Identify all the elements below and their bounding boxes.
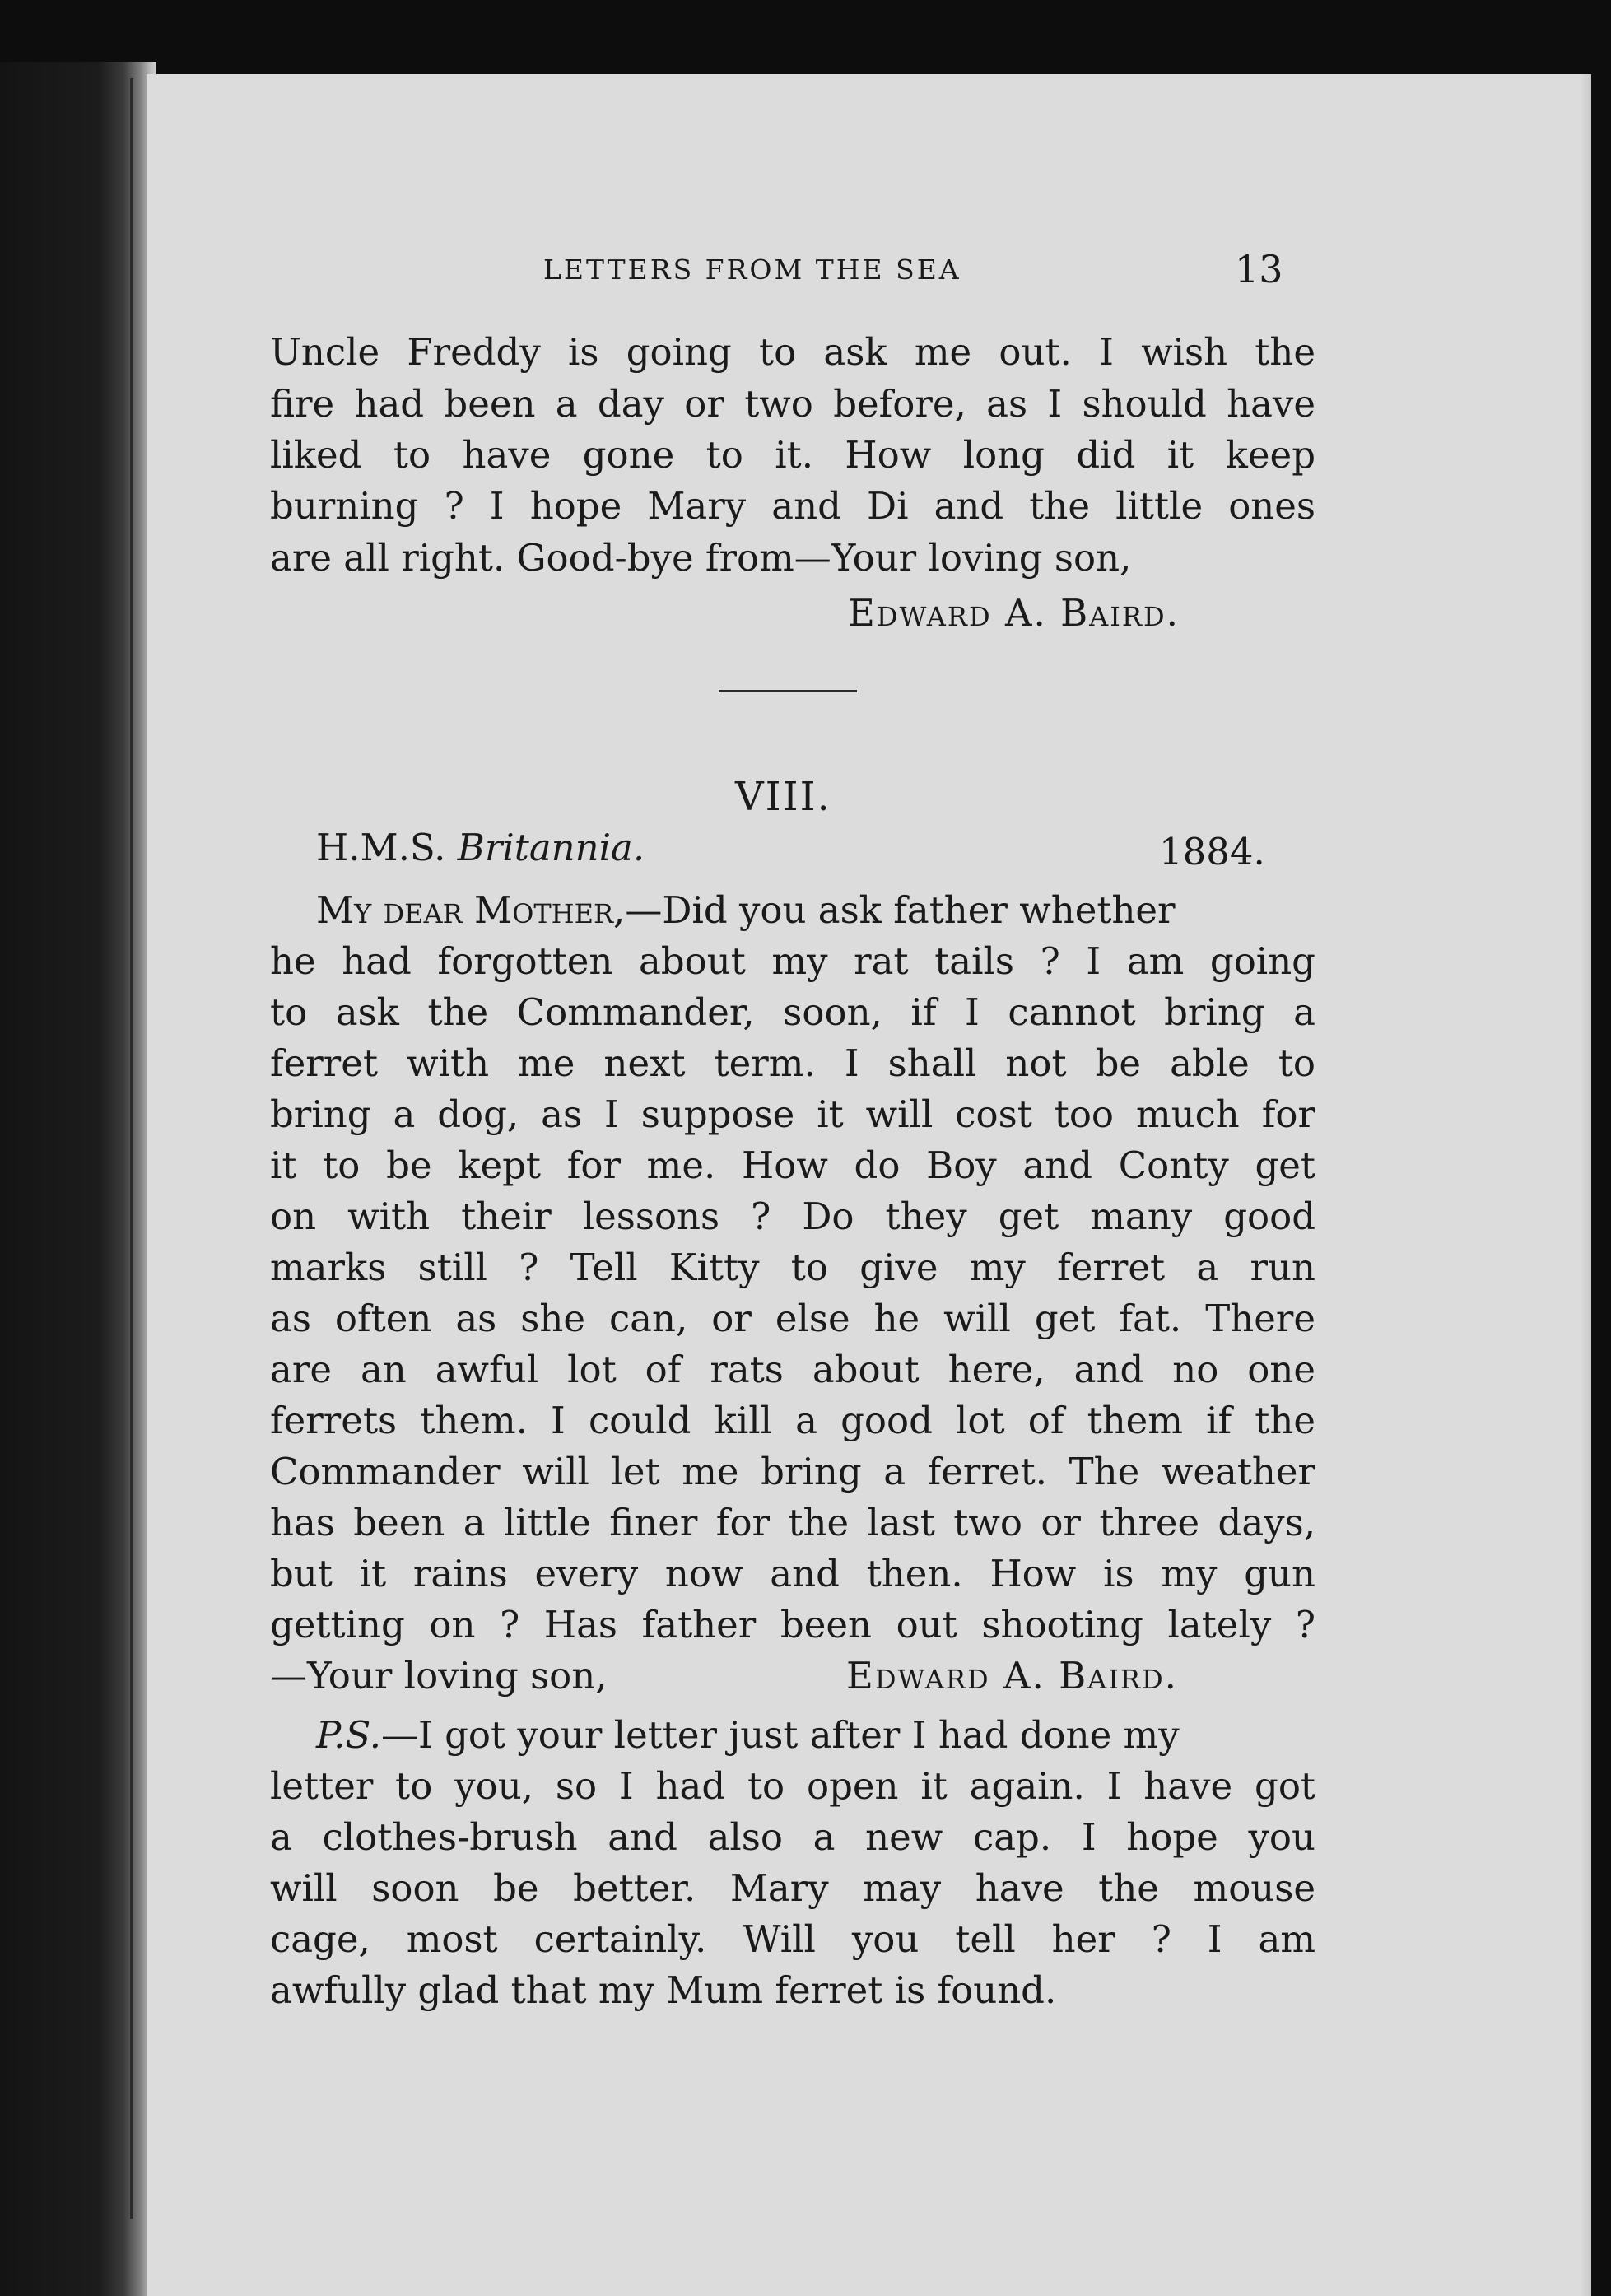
text-line: fire had been a day or two before, as I should have — [270, 382, 1315, 426]
text-line: on with their lessons ? Do they get many good — [270, 1195, 1315, 1238]
signature: Edward A. Baird. — [846, 1654, 1178, 1698]
text-line: burning ? I hope Mary and Di and the little ones — [270, 484, 1315, 528]
text-line: will soon be better. Mary may have the mouse — [270, 1866, 1315, 1910]
letter-numeral: VIII. — [735, 774, 831, 820]
text-line: he had forgotten about my rat tails ? I am going — [270, 939, 1315, 983]
letter-year: 1884. — [1159, 830, 1265, 873]
text-line: to ask the Commander, soon, if I cannot bring a — [270, 990, 1315, 1034]
text-line: it to be kept for me. How do Boy and Conty get — [270, 1143, 1315, 1187]
text-line: cage, most certainly. Will you tell her ? I am — [270, 1917, 1315, 1961]
postscript-label: P.S. — [316, 1713, 381, 1757]
text-line: ferrets them. I could kill a good lot of them if the — [270, 1399, 1315, 1442]
text-line: liked to have gone to it. How long did it keep — [270, 433, 1315, 477]
place-prefix: H.M.S. — [316, 826, 458, 869]
first-line-text: —Did you ask father whether — [625, 888, 1176, 932]
text-line: getting on ? Has father been out shooting lately ? — [270, 1603, 1315, 1646]
text-line: a clothes-brush and also a new cap. I hope you — [270, 1815, 1315, 1859]
running-head: LETTERS FROM THE SEA — [543, 254, 961, 286]
closing: —Your loving son, — [270, 1654, 608, 1698]
text-line: but it rains every now and then. How is my gun — [270, 1552, 1315, 1595]
ship-name: Britannia. — [457, 826, 645, 869]
binding-shadow — [130, 78, 133, 2219]
text-line: letter to you, so I had to open it again. I have got — [270, 1764, 1315, 1808]
text-line: are all right. Good-bye from—Your loving son, — [270, 536, 1132, 580]
text-line: awfully glad that my Mum ferret is found. — [270, 1968, 1057, 2012]
text-line: ferret with me next term. I shall not be able to — [270, 1041, 1315, 1085]
letter-place — [316, 826, 645, 869]
text-line: Commander will let me bring a ferret. The weather — [270, 1450, 1315, 1493]
section-divider — [719, 690, 857, 692]
text-line: has been a little finer for the last two or three days, — [270, 1501, 1315, 1544]
page-number: 13 — [1235, 247, 1283, 291]
text-line: as often as she can, or else he will get fat. There — [270, 1297, 1315, 1340]
text-line: are an awful lot of rats about here, and no one — [270, 1348, 1315, 1391]
text-line: Uncle Freddy is going to ask me out. I wish the — [270, 330, 1315, 374]
text-line: bring a dog, as I suppose it will cost too much for — [270, 1092, 1315, 1136]
postscript-first-line — [270, 1713, 1315, 1757]
text-line: marks still ? Tell Kitty to give my ferret a run — [270, 1246, 1315, 1289]
page-edge — [1580, 74, 1591, 2296]
postscript-text: —I got your letter just after I had done my — [381, 1713, 1180, 1757]
first-line — [270, 888, 1315, 932]
signature: Edward A. Baird. — [848, 591, 1180, 635]
salutation: My dear Mother, — [316, 888, 626, 932]
